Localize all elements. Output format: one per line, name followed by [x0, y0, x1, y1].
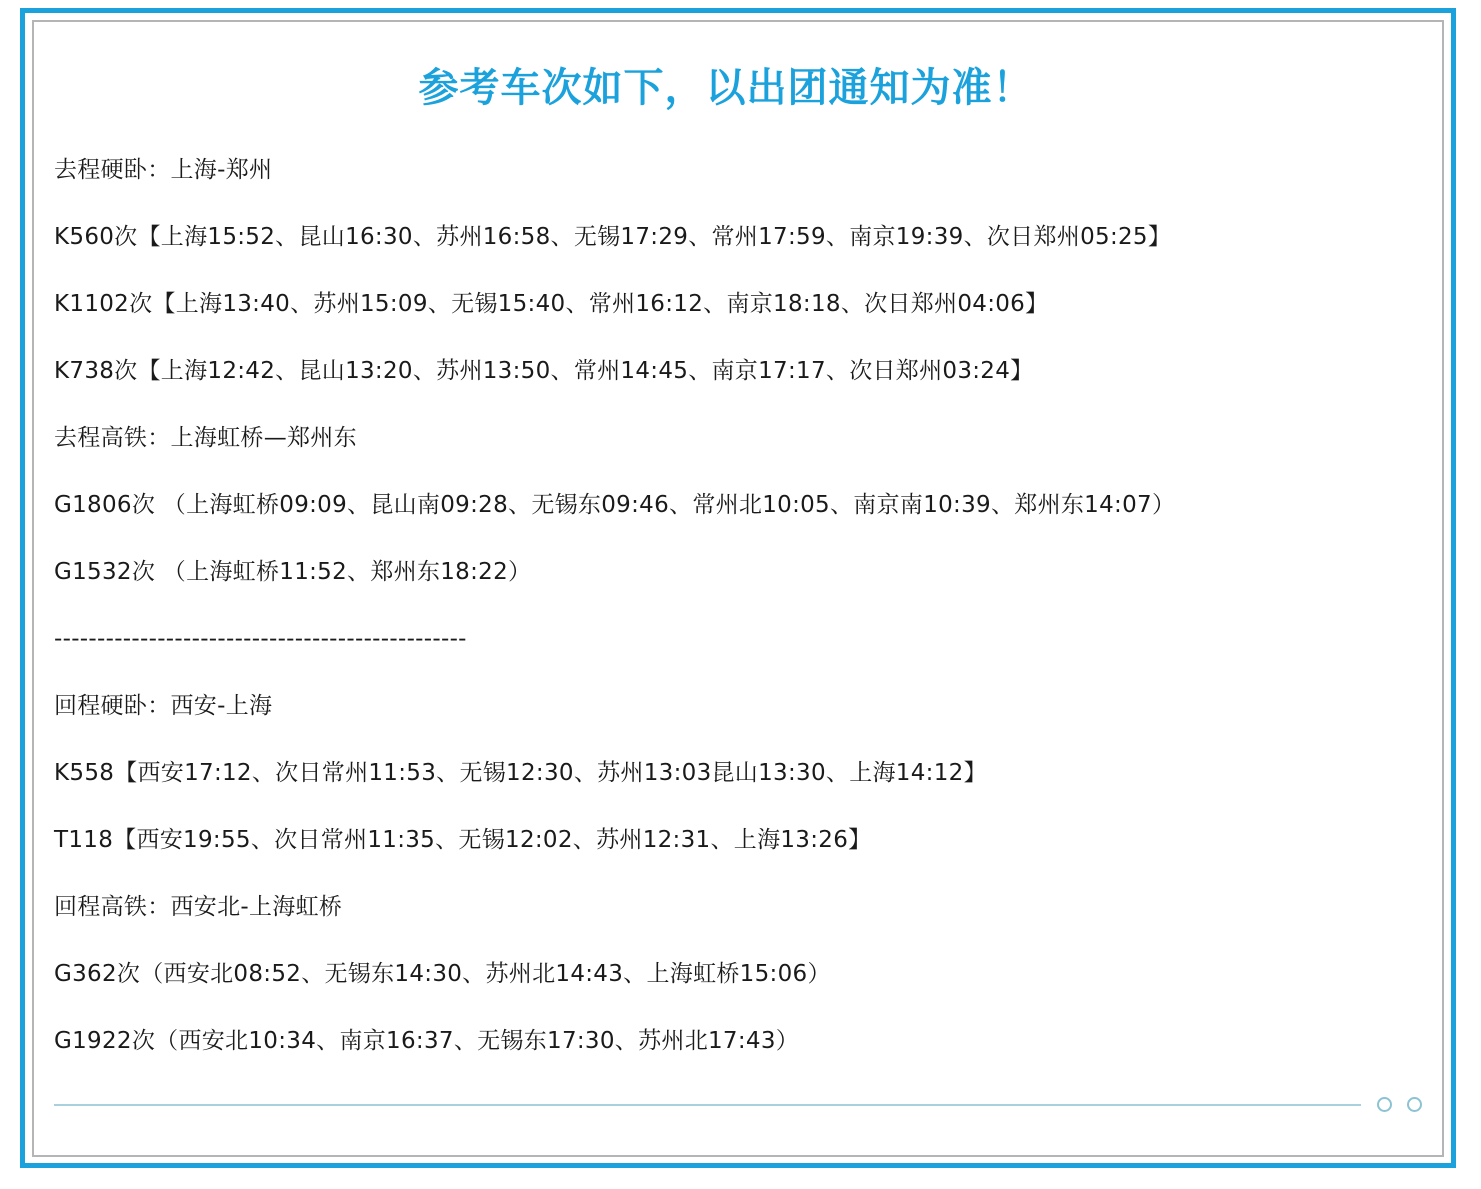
outbound-highspeed-heading: 去程高铁：上海虹桥—郑州东	[54, 425, 357, 451]
train-g1922: G1922次（西安北10:34、南京16:37、无锡东17:30、苏州北17:43）	[54, 1028, 800, 1054]
return-sleeper-heading: 回程硬卧：西安-上海	[54, 693, 273, 719]
return-highspeed-heading: 回程高铁：西安北-上海虹桥	[54, 894, 343, 920]
train-g362: G362次（西安北08:52、无锡东14:30、苏州北14:43、上海虹桥15:06）	[54, 961, 831, 987]
train-k1102: K1102次【上海13:40、苏州15:09、无锡15:40、常州16:12、南京18:18、次日郑州04:06】	[54, 291, 1049, 317]
train-g1532: G1532次 （上海虹桥11:52、郑州东18:22）	[54, 559, 532, 585]
train-g1806: G1806次 （上海虹桥09:09、昆山南09:28、无锡东09:46、常州北10:05、南京南10:39、郑州东14:07）	[54, 492, 1176, 518]
train-schedule-content	[54, 137, 1424, 1075]
train-k558: K558【西安17:12、次日常州11:53、无锡12:30、苏州13:03昆山13:30、上海14:12】	[54, 760, 987, 786]
outbound-sleeper-heading: 去程硬卧：上海-郑州	[54, 157, 273, 183]
footer-circle-icon	[1377, 1097, 1392, 1112]
train-k738: K738次【上海12:42、昆山13:20、苏州13:50、常州14:45、南京17:17、次日郑州03:24】	[54, 358, 1034, 384]
footer-circle-icon	[1407, 1097, 1422, 1112]
train-k560: K560次【上海15:52、昆山16:30、苏州16:58、无锡17:29、常州17:59、南京19:39、次日郑州05:25】	[54, 224, 1172, 250]
page-title: 参考车次如下，以出团通知为准！	[418, 65, 1034, 111]
train-t118: T118【西安19:55、次日常州11:35、无锡12:02、苏州12:31、上海13:26】	[54, 827, 872, 853]
footer-divider	[54, 1104, 1361, 1106]
dashed-separator: ------------------------------------------------	[54, 626, 467, 652]
